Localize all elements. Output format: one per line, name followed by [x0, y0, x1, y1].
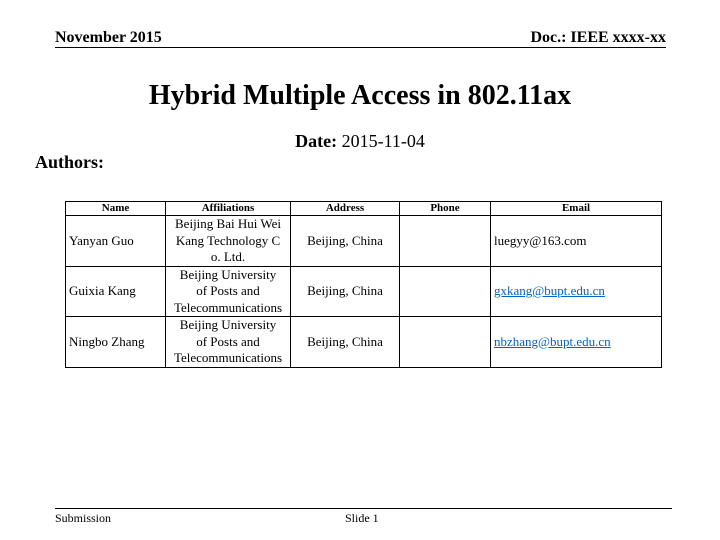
author-address: Beijing, China [291, 266, 400, 317]
author-email-link[interactable]: nbzhang@bupt.edu.cn [494, 333, 611, 349]
affiliation-line: Kang Technology C [175, 232, 281, 248]
slide-number: Slide 1 [345, 511, 379, 525]
header-cell-name: Name [66, 202, 166, 216]
date-value: 2015-11-04 [341, 131, 425, 151]
author-email-cell [491, 317, 662, 368]
header-cell-email: Email [491, 202, 662, 216]
affiliation-line: Beijing University [179, 317, 277, 332]
table-row [66, 317, 662, 368]
table-row [66, 266, 662, 317]
affiliation-line: Telecommunications [173, 299, 283, 315]
author-name: Guixia Kang [66, 266, 166, 317]
authors-label: Authors: [35, 152, 105, 172]
author-name: Yanyan Guo [66, 216, 166, 267]
affiliation-line: of Posts and [196, 333, 260, 349]
author-phone [400, 317, 491, 368]
author-phone [400, 216, 491, 267]
date-label: Date: [295, 131, 338, 151]
footer-divider [55, 508, 672, 509]
author-email: luegyy@163.com [491, 216, 662, 267]
footer-submission: Submission [55, 511, 112, 525]
affiliation-line: Beijing University [179, 266, 277, 282]
author-phone [400, 266, 491, 317]
affiliation-line: of Posts and [196, 283, 260, 298]
table-row [66, 216, 662, 267]
header-divider [55, 47, 666, 48]
affiliation-line: Beijing Bai Hui Wei [175, 216, 281, 231]
author-affiliation [166, 317, 291, 368]
authors-table [65, 201, 662, 368]
author-email-cell [491, 266, 662, 317]
author-address: Beijing, China [291, 317, 400, 368]
author-affiliation [166, 216, 291, 267]
table-header-row [66, 202, 662, 216]
slide-title: Hybrid Multiple Access in 802.11ax [148, 80, 572, 111]
author-address: Beijing, China [291, 216, 400, 267]
affiliation-line: Telecommunications [173, 350, 283, 365]
header-doc-id: Doc.: IEEE xxxx-xx [530, 29, 666, 46]
header-cell-phone: Phone [400, 202, 491, 216]
author-email-link[interactable]: gxkang@bupt.edu.cn [494, 283, 605, 298]
author-name: Ningbo Zhang [66, 317, 166, 368]
affiliation-line: o. Ltd. [210, 249, 246, 264]
header-cell-address: Address [291, 202, 400, 216]
header-cell-affiliations: Affiliations [166, 202, 291, 216]
date-line [0, 131, 720, 152]
header-date: November 2015 [55, 29, 162, 46]
author-affiliation [166, 266, 291, 317]
